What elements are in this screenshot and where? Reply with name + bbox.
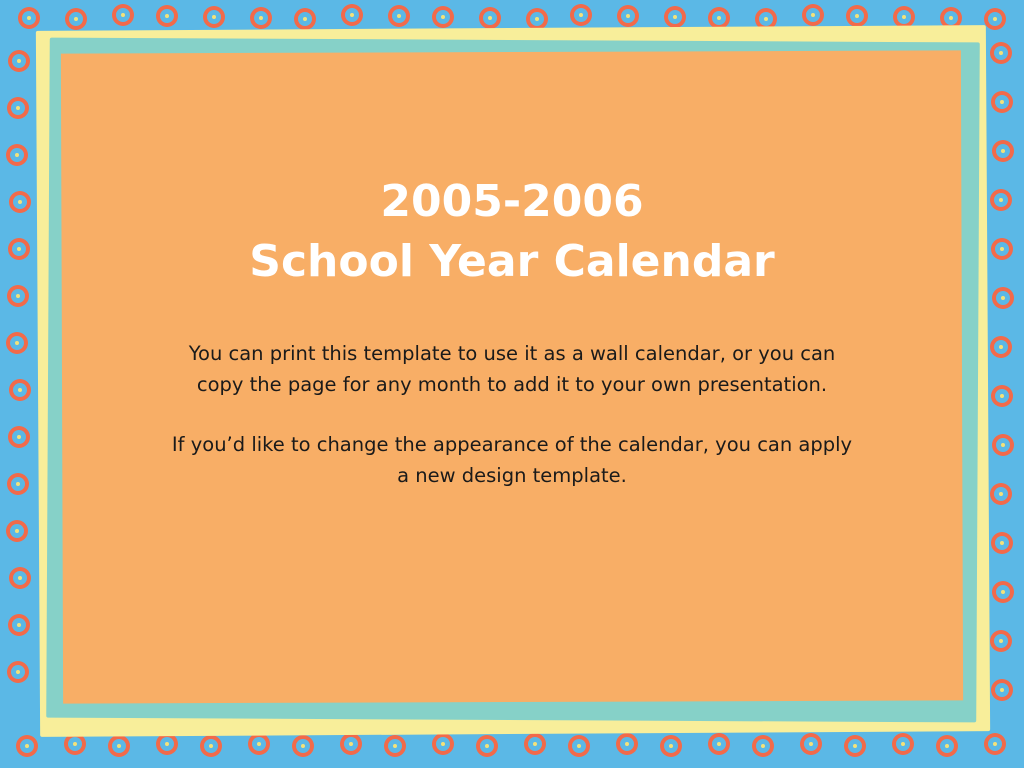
circle-ring-icon: [65, 8, 87, 30]
circle-ring-icon: [991, 532, 1013, 554]
circle-ring-icon: [6, 520, 28, 542]
circle-ring-icon: [526, 8, 548, 30]
circle-ring-icon: [844, 735, 866, 757]
circle-ring-icon: [156, 733, 178, 755]
title-text: School Year Calendar: [249, 236, 775, 287]
circle-ring-icon: [800, 733, 822, 755]
circle-ring-icon: [570, 4, 592, 26]
circle-ring-icon: [990, 42, 1012, 64]
circle-ring-icon: [18, 7, 40, 29]
circle-ring-icon: [984, 733, 1006, 755]
circle-ring-icon: [990, 630, 1012, 652]
circle-ring-icon: [616, 733, 638, 755]
circle-ring-icon: [6, 332, 28, 354]
circle-ring-icon: [294, 8, 316, 30]
circle-ring-icon: [936, 735, 958, 757]
circle-ring-icon: [617, 5, 639, 27]
slide-title: [120, 172, 904, 292]
circle-ring-icon: [8, 614, 30, 636]
circle-ring-icon: [388, 5, 410, 27]
body-paragraph-1: You can print this template to use it as a wall calendar, or you can copy the page for any month to add it to your own presentation.: [188, 342, 836, 396]
circle-ring-icon: [476, 735, 498, 757]
circle-ring-icon: [991, 91, 1013, 113]
circle-ring-icon: [752, 735, 774, 757]
circle-ring-icon: [992, 140, 1014, 162]
circle-ring-icon: [341, 4, 363, 26]
circle-ring-icon: [8, 238, 30, 260]
circle-ring-icon: [16, 735, 38, 757]
circle-ring-icon: [108, 735, 130, 757]
circle-ring-icon: [664, 6, 686, 28]
circle-ring-icon: [802, 4, 824, 26]
circle-ring-icon: [340, 733, 362, 755]
circle-ring-icon: [384, 735, 406, 757]
circle-ring-icon: [250, 7, 272, 29]
title-year: 2005-2006: [380, 176, 644, 227]
circle-ring-icon: [156, 5, 178, 27]
circle-ring-icon: [479, 7, 501, 29]
circle-ring-icon: [248, 733, 270, 755]
circle-ring-icon: [8, 50, 30, 72]
circle-ring-icon: [292, 735, 314, 757]
circle-ring-icon: [991, 679, 1013, 701]
circle-ring-icon: [990, 189, 1012, 211]
body-paragraph-2: If you’d like to change the appearance of the calendar, you can apply a new design template.: [171, 433, 853, 487]
circle-ring-icon: [8, 426, 30, 448]
circle-ring-icon: [7, 97, 29, 119]
circle-ring-icon: [990, 336, 1012, 358]
circle-ring-icon: [990, 483, 1012, 505]
circle-ring-icon: [660, 735, 682, 757]
circle-ring-icon: [991, 385, 1013, 407]
circle-ring-icon: [892, 733, 914, 755]
circle-ring-icon: [200, 735, 222, 757]
circle-ring-icon: [992, 434, 1014, 456]
circle-ring-icon: [432, 733, 454, 755]
circle-ring-icon: [524, 733, 546, 755]
circle-ring-icon: [7, 285, 29, 307]
circle-ring-icon: [7, 473, 29, 495]
circle-ring-icon: [991, 238, 1013, 260]
circle-ring-icon: [7, 661, 29, 683]
circle-ring-icon: [992, 581, 1014, 603]
circle-ring-icon: [112, 4, 134, 26]
circle-ring-icon: [9, 379, 31, 401]
circle-ring-icon: [9, 191, 31, 213]
circle-ring-icon: [984, 8, 1006, 30]
circle-ring-icon: [9, 567, 31, 589]
circle-ring-icon: [846, 5, 868, 27]
circle-ring-icon: [432, 6, 454, 28]
slide-body: [170, 338, 854, 520]
circle-ring-icon: [708, 733, 730, 755]
circle-ring-icon: [203, 6, 225, 28]
circle-ring-icon: [992, 287, 1014, 309]
circle-ring-icon: [568, 735, 590, 757]
circle-ring-icon: [6, 144, 28, 166]
